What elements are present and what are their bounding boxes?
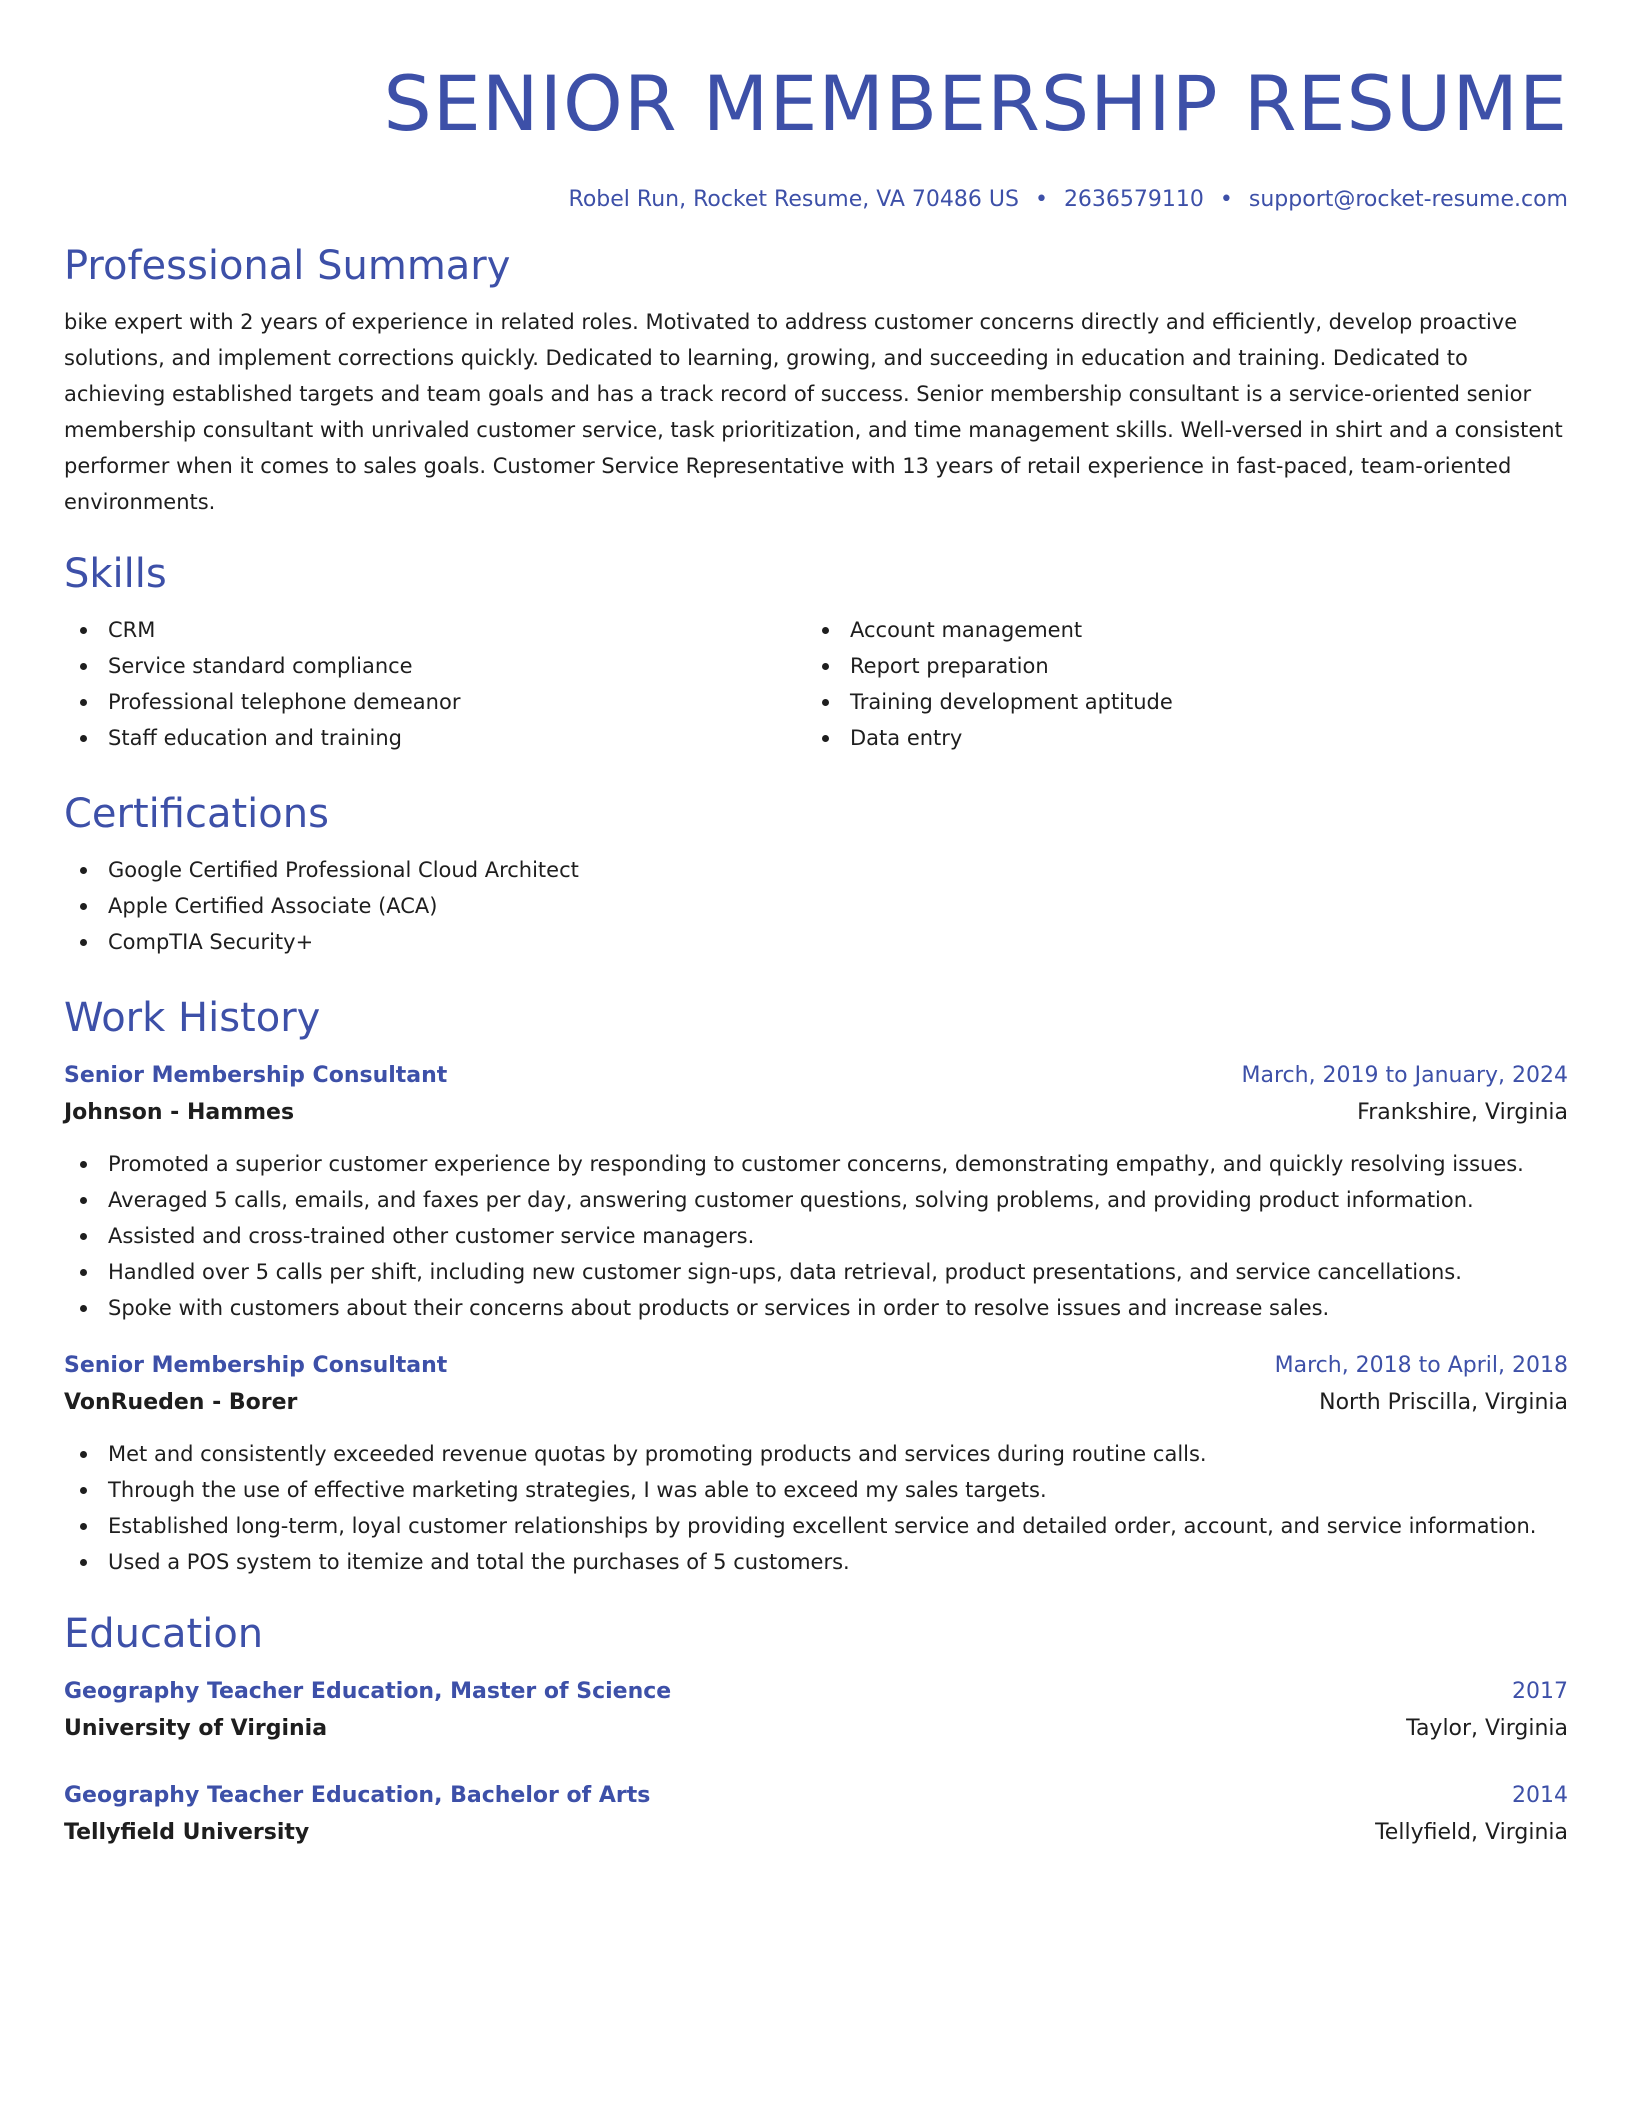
education-entry (64, 1674, 1568, 1748)
education-header-row (64, 1674, 1568, 1710)
resume-header (64, 0, 1568, 214)
job-title: Senior Membership Consultant (64, 1063, 448, 1088)
job-bullet: Assisted and cross-trained other customer service managers. (64, 1218, 1568, 1254)
skill-item: Training development aptitude (806, 684, 1548, 720)
summary-title: Professional Summary (64, 243, 511, 289)
school-location: Taylor, Virginia (1406, 1716, 1568, 1741)
education-header-row (64, 1778, 1568, 1814)
resume-name: SENIOR MEMBERSHIP RESUME (383, 59, 1568, 148)
job-bullet: Spoke with customers about their concerns about products or services in order to resolve issues and increase sales. (64, 1290, 1568, 1326)
job-bullets (64, 1436, 1568, 1580)
skill-item: Data entry (806, 720, 1548, 756)
skill-item: Account management (806, 612, 1548, 648)
education-year: 2017 (1512, 1679, 1568, 1704)
job-company-row (64, 1094, 1568, 1132)
skills-section (64, 550, 1568, 756)
education-entry (64, 1778, 1568, 1852)
skills-list-left (64, 612, 806, 756)
degree-title: Geography Teacher Education, Bachelor of Arts (64, 1783, 651, 1808)
education-year: 2014 (1512, 1783, 1568, 1808)
certification-item: Apple Certified Associate (ACA) (64, 888, 1568, 924)
contact-email: support@rocket-resume.com (1248, 187, 1568, 212)
education-section (64, 1610, 1568, 1852)
degree-title: Geography Teacher Education, Master of Science (64, 1679, 672, 1704)
skill-item: Service standard compliance (64, 648, 806, 684)
contact-separator: • (1219, 187, 1233, 212)
education-title: Education (64, 1611, 264, 1657)
contact-separator: • (1034, 187, 1048, 212)
skills-grid (64, 612, 1568, 756)
job-company: Johnson - Hammes (64, 1100, 295, 1125)
job-dates: March, 2019 to January, 2024 (1241, 1063, 1568, 1088)
skill-item: Report preparation (806, 648, 1548, 684)
certification-item: CompTIA Security+ (64, 924, 1568, 960)
job-bullet: Handled over 5 calls per shift, including new customer sign-ups, data retrieval, product presentations, and service cancellations. (64, 1254, 1568, 1290)
job-entry (64, 1058, 1568, 1326)
job-bullet: Met and consistently exceeded revenue quotas by promoting products and services during routine calls. (64, 1436, 1568, 1472)
summary-section (64, 242, 1568, 520)
job-company-row (64, 1384, 1568, 1422)
certifications-title: Certifications (64, 791, 329, 837)
summary-text: bike expert with 2 years of experience in related roles. Motivated to address customer concerns directly and efficiently, develop proactive solutions, and implement corrections quickly. Dedicated to learning, growing, and succeeding in education and training. Dedicated to achieving established targets and team goals and has a track record of success. Senior membership consultant is a service-oriented senior membership consultant with unrivaled customer service, task prioritization, and time management skills. Well-versed in shirt and a consistent performer when it comes to sales goals. Customer Service Representative with 13 years of retail experience in fast-paced, team-oriented environments. (64, 310, 1563, 514)
contact-line (64, 186, 1568, 214)
contact-address: Robel Run, Rocket Resume, VA 70486 US (568, 187, 1019, 212)
job-header-row (64, 1058, 1568, 1094)
school-name: Tellyfield University (64, 1820, 310, 1845)
skill-item: CRM (64, 612, 806, 648)
skill-item: Professional telephone demeanor (64, 684, 806, 720)
job-bullet: Promoted a superior customer experience by responding to customer concerns, demonstrating empathy, and quickly resolving issues. (64, 1146, 1568, 1182)
contact-phone: 2636579110 (1063, 187, 1204, 212)
skills-title: Skills (64, 551, 167, 597)
job-bullet: Established long-term, loyal customer relationships by providing excellent service and detailed order, account, and service information. (64, 1508, 1568, 1544)
education-school-row (64, 1814, 1568, 1852)
job-company: VonRueden - Borer (64, 1390, 298, 1415)
school-name: University of Virginia (64, 1716, 328, 1741)
job-header-row (64, 1348, 1568, 1384)
job-entry (64, 1348, 1568, 1580)
work-history-title: Work History (64, 995, 321, 1041)
job-bullet: Used a POS system to itemize and total the purchases of 5 customers. (64, 1544, 1568, 1580)
job-bullet: Through the use of effective marketing strategies, I was able to exceed my sales targets. (64, 1472, 1568, 1508)
job-location: Frankshire, Virginia (1357, 1100, 1568, 1125)
work-history-section (64, 994, 1568, 1580)
job-title: Senior Membership Consultant (64, 1353, 448, 1378)
education-school-row (64, 1710, 1568, 1748)
skills-list-right (806, 612, 1548, 756)
resume-page (64, 0, 1568, 2112)
certifications-list (64, 852, 1568, 960)
skill-item: Staff education and training (64, 720, 806, 756)
job-bullets (64, 1146, 1568, 1326)
certifications-section (64, 790, 1568, 960)
job-dates: March, 2018 to April, 2018 (1274, 1353, 1568, 1378)
job-location: North Priscilla, Virginia (1319, 1390, 1568, 1415)
certification-item: Google Certified Professional Cloud Architect (64, 852, 1568, 888)
job-bullet: Averaged 5 calls, emails, and faxes per day, answering customer questions, solving problems, and providing product information. (64, 1182, 1568, 1218)
school-location: Tellyfield, Virginia (1375, 1820, 1568, 1845)
